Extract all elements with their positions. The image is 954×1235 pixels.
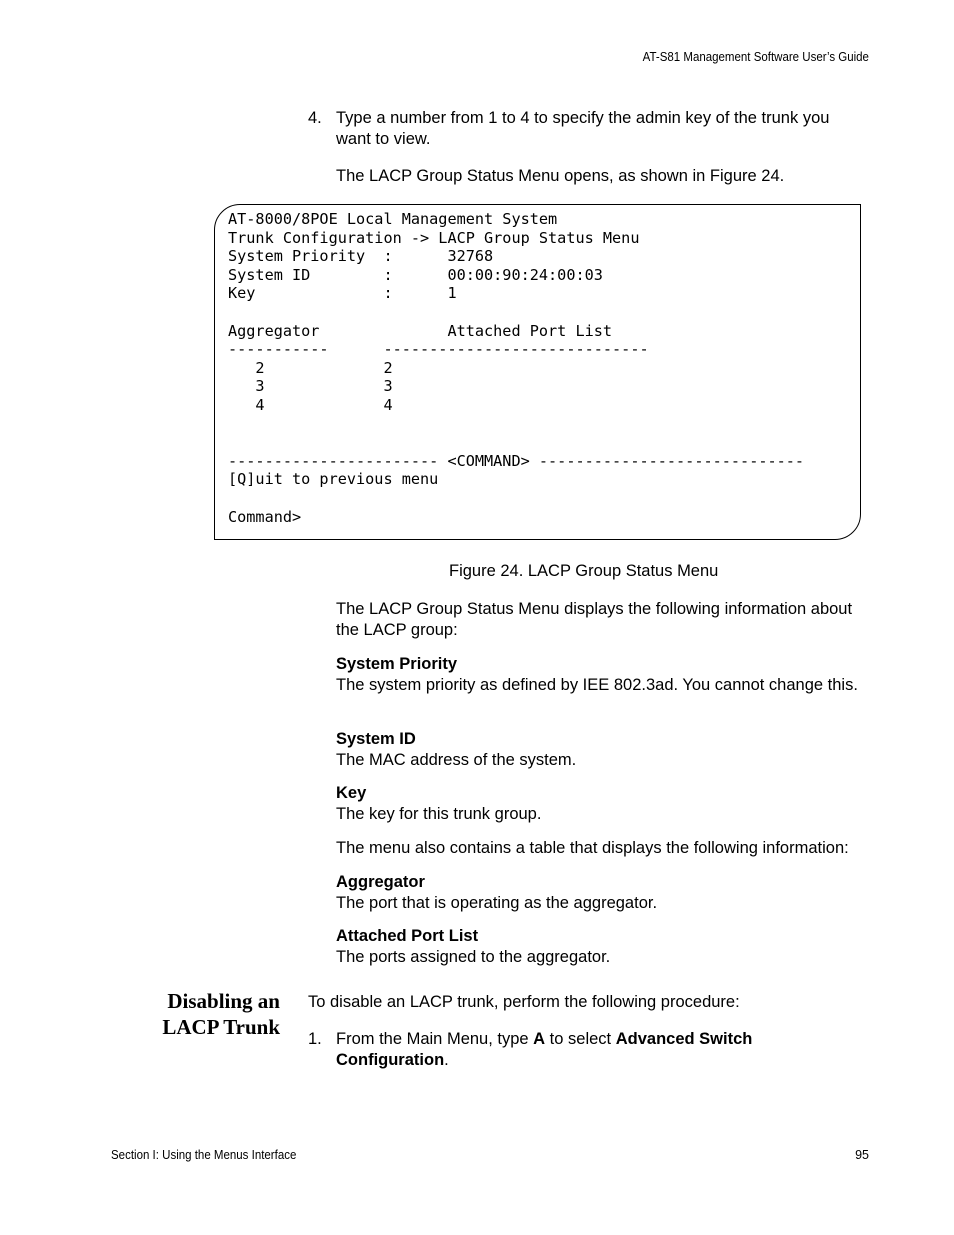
running-header: AT-S81 Management Software User’s Guide [642,50,869,64]
definition-description: The ports assigned to the aggregator. [336,947,611,966]
terminal-line: [Q]uit to previous menu [228,470,439,489]
terminal-line: Aggregator Attached Port List [228,321,613,340]
definition-aggregator [336,872,876,913]
description-paragraph: The LACP Group Status Menu displays the following information about the LACP group: [336,600,853,639]
definition-term: Key [336,784,367,802]
definition-term: System Priority [336,655,458,673]
section-heading [140,988,280,1040]
intro-paragraph: The LACP Group Status Menu opens, as shown in Figure 24. [336,167,785,185]
definition-term: Aggregator [336,873,425,891]
terminal-line: Trunk Configuration -> LACP Group Status Menu [228,228,640,247]
step-text-middle: to select [545,1030,616,1048]
figure-caption: Figure 24. LACP Group Status Menu [449,562,719,580]
definition-description: The port that is operating as the aggregator. [336,893,658,912]
section-heading-line2: LACP Trunk [162,1015,280,1039]
definition-attached-port-list [336,926,876,967]
terminal-screen [214,204,861,540]
step-text-prefix: From the Main Menu, type [336,1030,534,1048]
definition-system-id [336,729,876,770]
page-number: 95 [855,1148,869,1162]
section-heading-line1: Disabling an [167,989,280,1013]
step-number: 1. [308,1030,322,1048]
step-text [336,1029,866,1070]
definition-description: The MAC address of the system. [336,750,577,769]
step-text: Type a number from 1 to 4 to specify the admin key of the trunk you want to view. [336,109,830,148]
terminal-line: Command> [228,507,302,526]
terminal-line: ----------- ----------------------------- [228,340,649,359]
definition-key [336,783,876,824]
terminal-line: 4 4 [228,395,393,414]
terminal-line: System ID : 00:00:90:24:00:03 [228,265,603,284]
terminal-line: Key : 1 [228,284,457,303]
section-intro: To disable an LACP trunk, perform the following procedure: [308,993,740,1011]
terminal-line: System Priority : 32768 [228,247,494,266]
terminal-line: ----------------------- <COMMAND> ----------------------------- [228,451,805,470]
definition-description: The system priority as defined by IEE 802.3ad. You cannot change this. [336,675,858,694]
terminal-line: 3 3 [228,377,393,396]
footer-section: Section I: Using the Menus Interface [111,1148,297,1162]
terminal-line: 2 2 [228,358,393,377]
terminal-line: AT-8000/8POE Local Management System [228,210,558,228]
definition-description: The key for this trunk group. [336,804,542,823]
definition-term: Attached Port List [336,927,479,945]
definition-system-priority [336,654,876,695]
table-paragraph: The menu also contains a table that displays the following information: [336,839,849,857]
definition-term: System ID [336,730,416,748]
step-number: 4. [308,109,322,127]
step-target: Advanced Switch Configuration [336,1030,753,1069]
step-text-suffix: . [444,1050,449,1069]
step-key: A [533,1030,546,1048]
terminal-text [228,210,804,526]
